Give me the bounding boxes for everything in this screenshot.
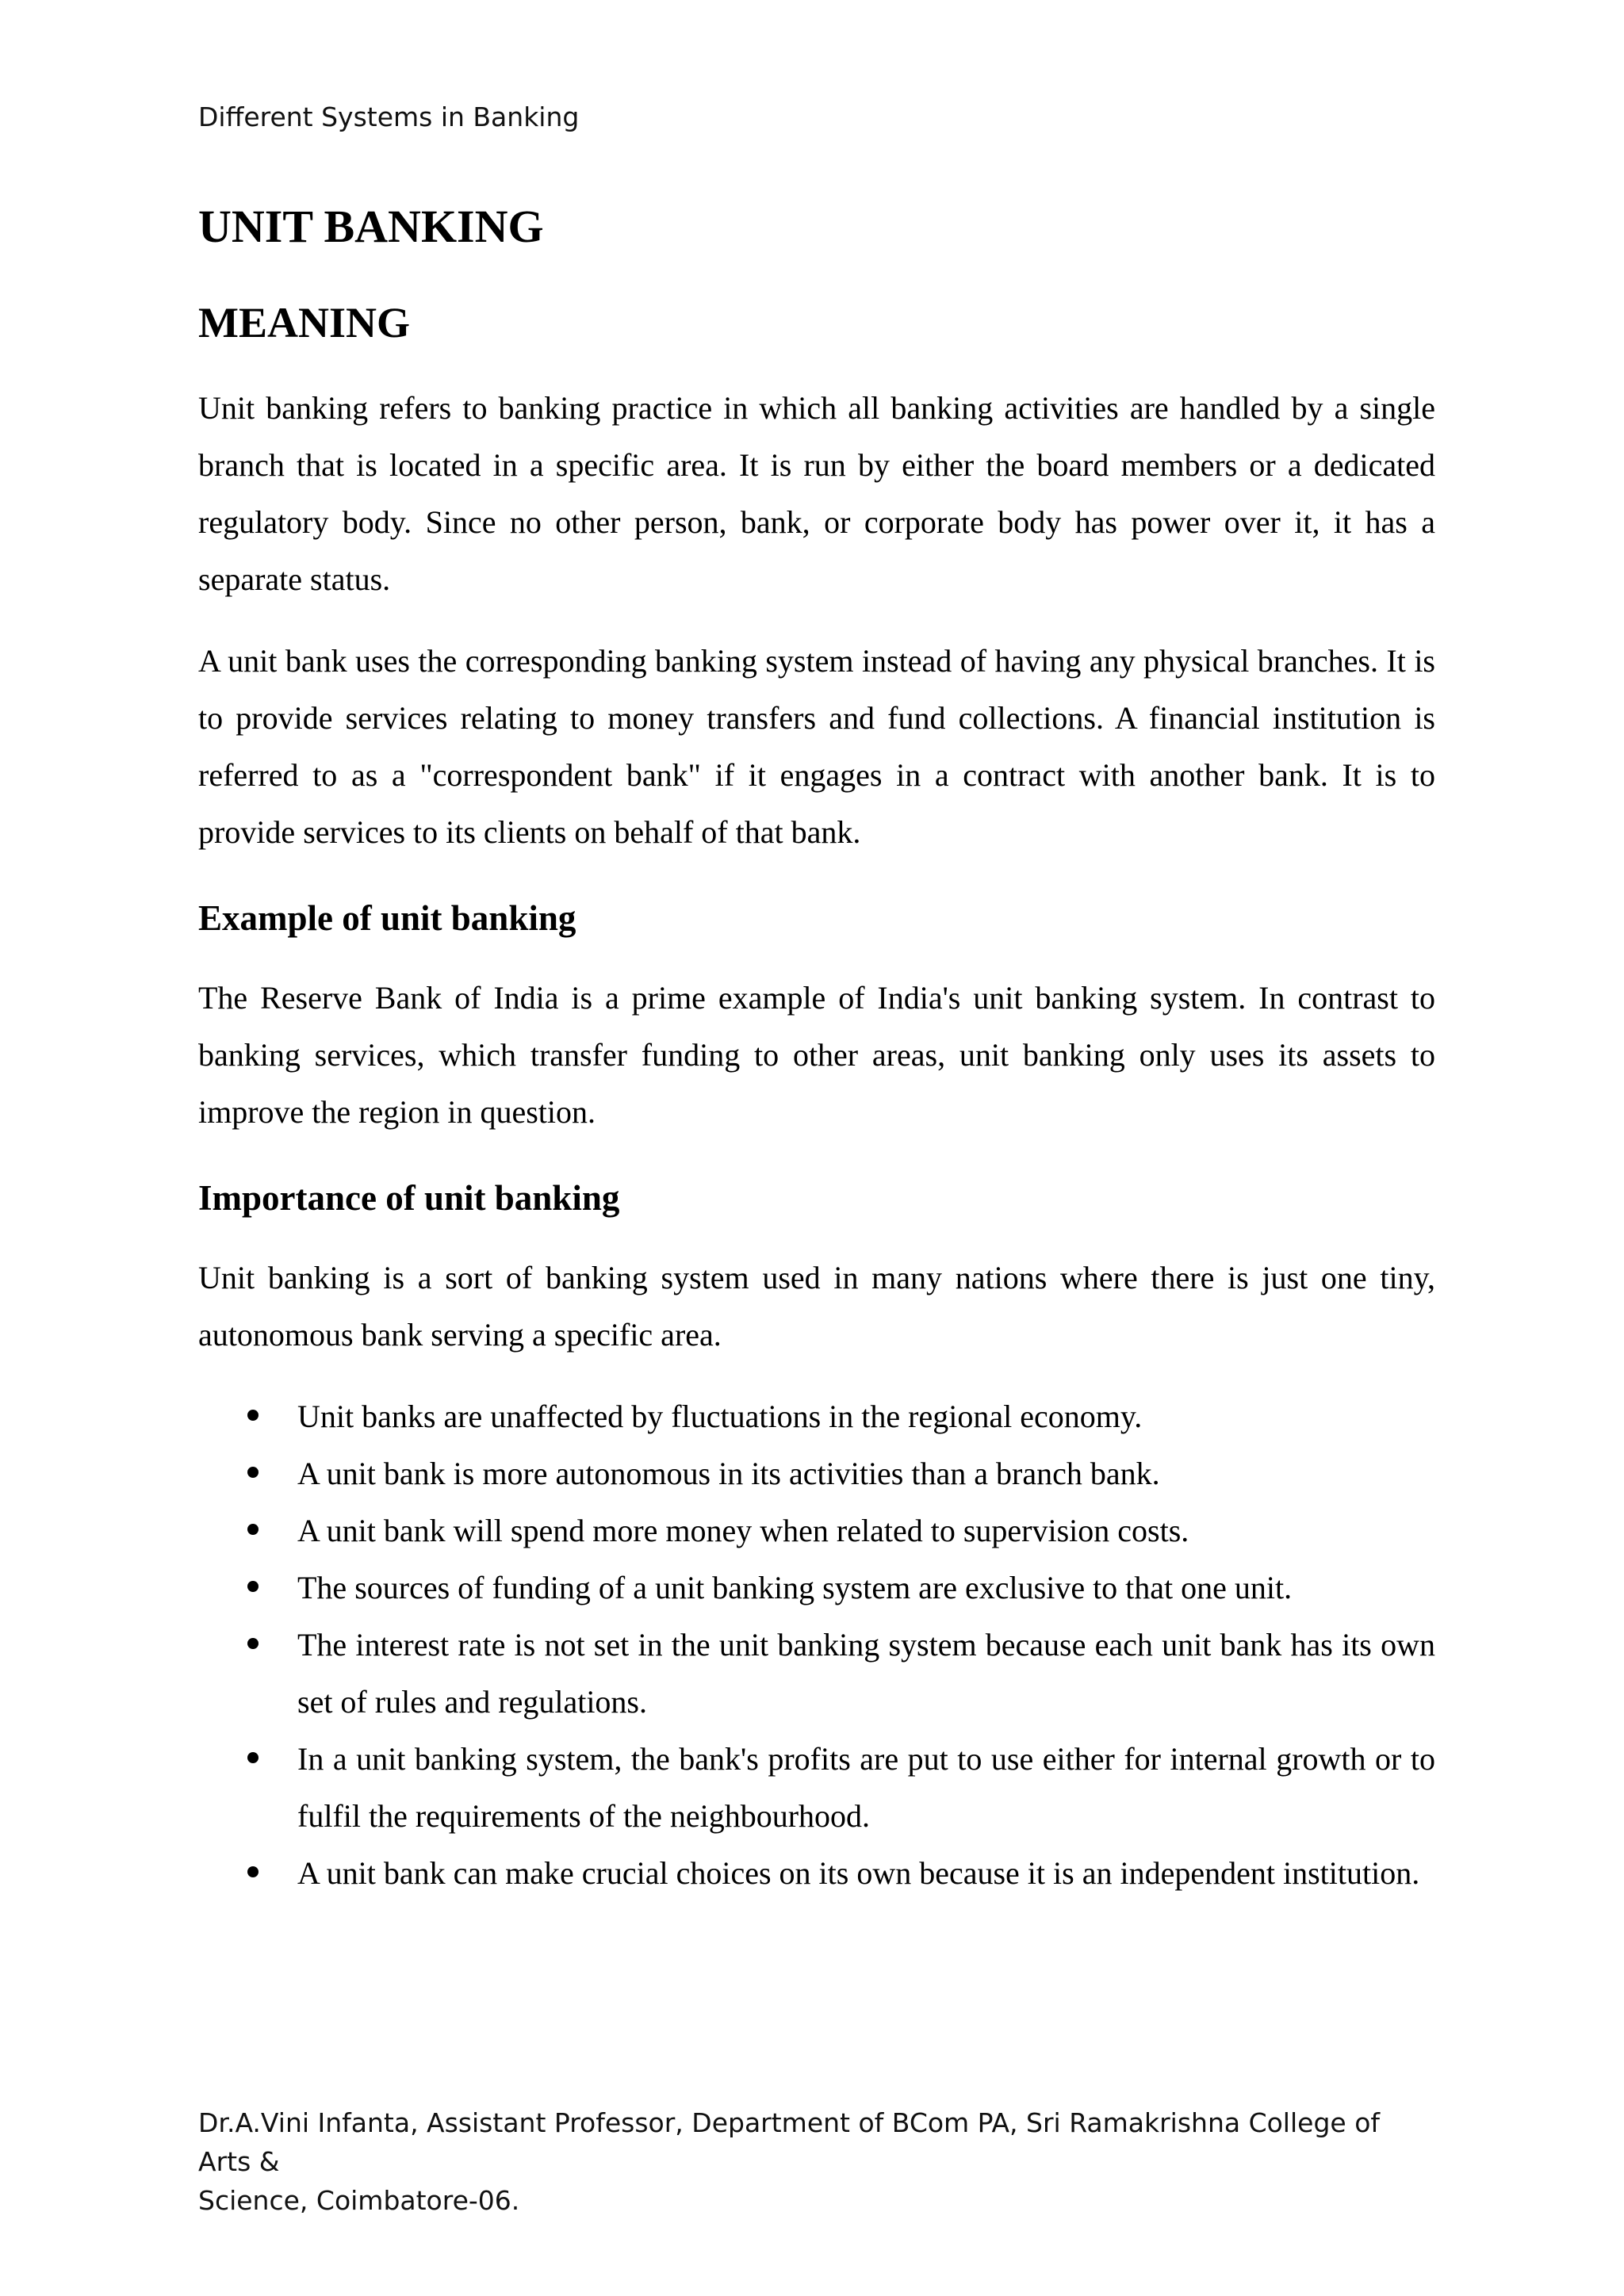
list-item bbox=[198, 1445, 1435, 1502]
bullet-icon bbox=[247, 1638, 259, 1649]
bullet-icon bbox=[247, 1752, 259, 1763]
list-item bbox=[198, 1845, 1435, 1902]
list-item-text: The interest rate is not set in the unit banking system because each unit bank has its own set of rules and regulations. bbox=[297, 1627, 1435, 1720]
list-item-text: The sources of funding of a unit banking system are exclusive to that one unit. bbox=[297, 1570, 1293, 1605]
footer-line-2: Science, Coimbatore-06. bbox=[198, 2185, 520, 2216]
bullet-icon bbox=[247, 1467, 259, 1478]
list-item-text: In a unit banking system, the bank's profits are put to use either for internal growth or to fulfil the requirements of the neighbourhood. bbox=[297, 1741, 1435, 1834]
list-item-text: A unit bank can make crucial choices on its own because it is an independent institution. bbox=[297, 1855, 1420, 1891]
list-item-text: A unit bank will spend more money when related to supervision costs. bbox=[297, 1513, 1189, 1548]
list-item bbox=[198, 1388, 1435, 1445]
list-item bbox=[198, 1559, 1435, 1617]
bullet-icon bbox=[247, 1524, 259, 1535]
example-paragraph: The Reserve Bank of India is a prime example of India's unit banking system. In contrast to banking services, which transfer funding to other areas, unit banking only uses its assets to improve the region in question. bbox=[198, 980, 1435, 1130]
list-item-text: A unit bank is more autonomous in its activities than a branch bank. bbox=[297, 1456, 1160, 1491]
importance-heading: Importance of unit banking bbox=[198, 1178, 620, 1218]
bullet-icon bbox=[247, 1581, 259, 1592]
page-footer bbox=[198, 2103, 1435, 2220]
list-item-text: Unit banks are unaffected by fluctuations in the regional economy. bbox=[297, 1399, 1143, 1434]
meaning-paragraph-2: A unit bank uses the corresponding banking system instead of having any physical branches. It is to provide services relating to money transfers and fund collections. A financial institution is referred to as a "correspondent bank" if it engages in a contract with another bank. It is to provide services to its clients on behalf of that bank. bbox=[198, 643, 1435, 850]
bullet-icon bbox=[247, 1866, 259, 1877]
importance-paragraph: Unit banking is a sort of banking system used in many nations where there is just one tiny, autonomous bank serving a specific area. bbox=[198, 1260, 1435, 1353]
document-body bbox=[198, 193, 1435, 1902]
list-item bbox=[198, 1502, 1435, 1559]
bullet-icon bbox=[247, 1410, 259, 1421]
footer-line-1: Dr.A.Vini Infanta, Assistant Professor, Department of BCom PA, Sri Ramakrishna College of Arts & bbox=[198, 2107, 1380, 2177]
running-header: Different Systems in Banking bbox=[198, 101, 580, 132]
meaning-paragraph-1: Unit banking refers to banking practice in which all banking activities are handled by a single branch that is located in a specific area. It is run by either the board members or a dedicated regulatory body. Since no other person, bank, or corporate body has power over it, it has a separate status. bbox=[198, 390, 1435, 597]
example-heading: Example of unit banking bbox=[198, 898, 576, 938]
list-item bbox=[198, 1617, 1435, 1731]
list-item bbox=[198, 1731, 1435, 1845]
importance-bullet-list bbox=[198, 1388, 1435, 1902]
meaning-heading: MEANING bbox=[198, 299, 410, 346]
document-title: UNIT BANKING bbox=[198, 201, 544, 252]
